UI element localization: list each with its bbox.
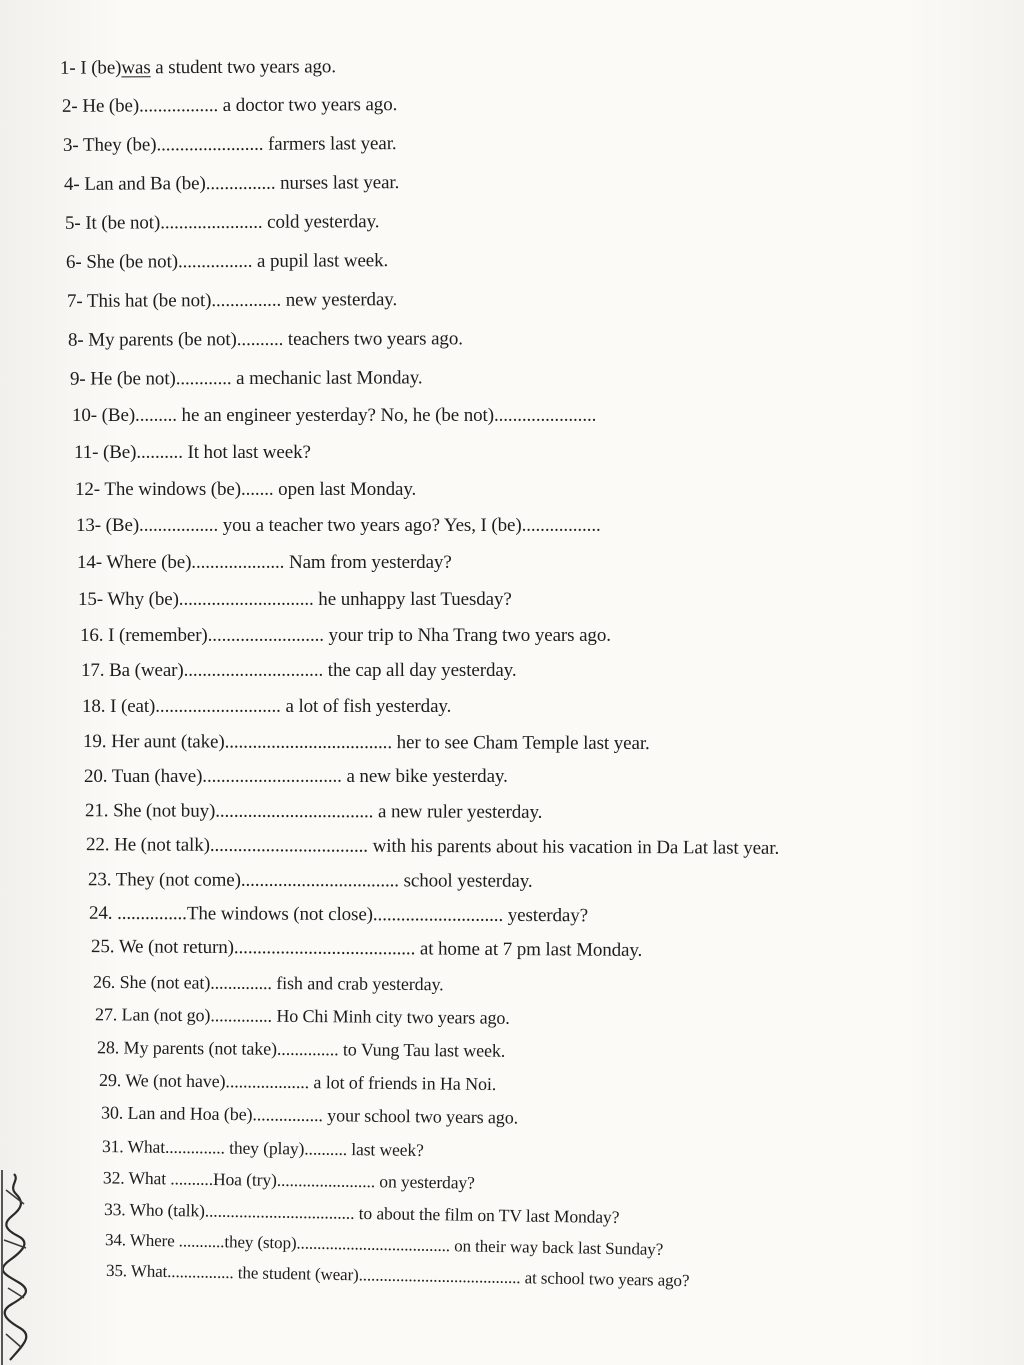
item-text: Why (be)............................. he unhappy last Tuesday? bbox=[103, 589, 512, 610]
item-text: My parents (not take).............. to Vung Tau last week. bbox=[119, 1037, 506, 1061]
exercise-line-25 bbox=[91, 935, 642, 963]
item-text: It (be not)...................... cold yesterday. bbox=[80, 211, 380, 234]
binding-edge-scribble bbox=[0, 1170, 34, 1365]
item-number: 32. bbox=[102, 1167, 125, 1188]
item-number: 22. bbox=[85, 834, 110, 856]
item-text: She (not buy).................................. a new ruler yesterday. bbox=[108, 800, 543, 823]
item-number: 10- bbox=[72, 405, 98, 426]
item-text: Lan and Ba (be)............... nurses last year. bbox=[79, 172, 400, 195]
exercise-line-8 bbox=[68, 327, 463, 352]
exercise-line-29 bbox=[99, 1068, 496, 1096]
exercise-line-31 bbox=[102, 1134, 424, 1162]
item-text: They (not come).................................. school yesterday. bbox=[111, 869, 533, 892]
item-number: 24. bbox=[88, 902, 113, 924]
item-number: 6- bbox=[65, 251, 82, 273]
item-text: What.............. they (play).......... last week? bbox=[123, 1136, 424, 1160]
item-number: 16. bbox=[80, 625, 104, 646]
item-text: What................ the student (wear)....................................... at school two years ago? bbox=[126, 1261, 690, 1291]
item-text: Ba (wear).............................. the cap all day yesterday. bbox=[104, 660, 517, 681]
exercise-line-35 bbox=[106, 1259, 690, 1293]
item-number: 5- bbox=[64, 212, 81, 234]
item-number: 3- bbox=[62, 134, 79, 156]
item-text: (Be)......... he an engineer yesterday? No, he (be not)...................... bbox=[97, 405, 597, 426]
item-number: 9- bbox=[69, 368, 86, 390]
exercise-line-26 bbox=[93, 970, 444, 996]
item-text-end: a student two years ago. bbox=[150, 56, 337, 79]
item-text: Where ...........they (stop)..................................... on their way back last Sunday? bbox=[125, 1230, 664, 1259]
item-number: 28. bbox=[96, 1037, 120, 1058]
exercise-line-3 bbox=[63, 132, 397, 158]
item-text: Lan (not go).............. Ho Chi Minh city two years ago. bbox=[117, 1004, 510, 1028]
exercise-line-17 bbox=[81, 659, 517, 683]
item-number: 4- bbox=[63, 173, 80, 195]
exercise-line-13 bbox=[76, 514, 601, 538]
exercise-line-33 bbox=[104, 1197, 620, 1229]
exercise-line-14 bbox=[77, 551, 452, 575]
item-text: ...............The windows (not close)............................ yesterday? bbox=[112, 902, 589, 927]
exercise-line-5 bbox=[65, 210, 380, 236]
item-number: 30. bbox=[100, 1102, 124, 1123]
exercise-line-2 bbox=[62, 93, 397, 119]
exercise-line-23 bbox=[88, 868, 533, 894]
item-number: 23. bbox=[87, 869, 112, 891]
item-number: 13- bbox=[76, 515, 102, 536]
item-number: 27. bbox=[94, 1004, 118, 1025]
item-number: 19. bbox=[82, 731, 107, 753]
exercise-line-21 bbox=[85, 799, 542, 825]
item-number: 11- bbox=[74, 442, 99, 463]
item-text: I (remember)......................... your trip to Nha Trang two years ago. bbox=[103, 625, 611, 646]
item-number: 34. bbox=[104, 1230, 127, 1250]
item-number: 14- bbox=[77, 552, 103, 573]
item-number: 33. bbox=[103, 1198, 126, 1220]
item-text: I (eat)........................... a lot of fish yesterday. bbox=[105, 696, 452, 717]
item-number: 12- bbox=[75, 479, 101, 500]
item-text: (Be)................. you a teacher two years ago? Yes, I (be)................. bbox=[101, 515, 601, 536]
item-number: 15- bbox=[78, 589, 104, 610]
item-text: Tuan (have).............................. a new bike yesterday. bbox=[107, 766, 508, 787]
item-number: 29. bbox=[98, 1069, 122, 1091]
item-number: 1- bbox=[59, 57, 76, 79]
exercise-line-1 bbox=[60, 55, 336, 80]
item-text: He (be not)............ a mechanic last Monday. bbox=[85, 367, 423, 390]
item-text: He (not talk).................................. with his parents about his vacation in Da Lat last year. bbox=[109, 834, 780, 859]
item-number: 21. bbox=[84, 800, 109, 822]
item-text: My parents (be not).......... teachers two years ago. bbox=[83, 328, 463, 351]
item-text: She (not eat).............. fish and crab yesterday. bbox=[115, 971, 444, 995]
item-text: I (be) bbox=[75, 57, 122, 79]
exercise-line-22 bbox=[86, 833, 779, 861]
item-text: What ..........Hoa (try)....................... on yesterday? bbox=[124, 1167, 475, 1193]
item-text: This hat (be not)............... new yesterday. bbox=[82, 289, 398, 312]
item-text: She (be not)................ a pupil last week. bbox=[81, 250, 389, 273]
exercise-line-20 bbox=[84, 765, 508, 789]
item-text: Where (be).................... Nam from yesterday? bbox=[102, 552, 452, 573]
item-number: 35. bbox=[105, 1260, 128, 1281]
item-number: 31. bbox=[101, 1136, 124, 1157]
filled-answer: was bbox=[121, 57, 151, 79]
exercise-line-7 bbox=[67, 288, 397, 314]
exercise-line-6 bbox=[66, 249, 388, 275]
exercise-line-27 bbox=[95, 1002, 510, 1030]
item-number: 17. bbox=[81, 660, 105, 681]
item-text: Who (talk)................................... to about the film on TV last Monday? bbox=[125, 1199, 620, 1228]
item-number: 26. bbox=[92, 971, 116, 992]
exercise-line-34 bbox=[105, 1228, 663, 1262]
item-text: (Be).......... It hot last week? bbox=[98, 442, 311, 463]
item-number: 8- bbox=[67, 329, 84, 351]
item-number: 25. bbox=[90, 936, 115, 958]
item-text: Lan and Hoa (be)................ your school two years ago. bbox=[123, 1102, 519, 1128]
exercise-line-28 bbox=[97, 1035, 505, 1063]
exercise-line-15 bbox=[78, 588, 512, 612]
exercise-line-30 bbox=[101, 1100, 518, 1129]
exercise-line-19 bbox=[83, 730, 650, 756]
exercise-line-10 bbox=[72, 404, 596, 428]
exercise-line-24 bbox=[89, 902, 588, 929]
item-text: He (be)................. a doctor two years ago. bbox=[77, 94, 398, 117]
exercise-line-32 bbox=[103, 1165, 475, 1194]
item-text: Her aunt (take).................................... her to see Cham Temple last year. bbox=[106, 731, 650, 754]
exercise-line-11 bbox=[74, 441, 311, 465]
item-text: We (not return)....................................... at home at 7 pm last Monday. bbox=[114, 936, 643, 961]
item-number: 20. bbox=[84, 766, 108, 787]
exercise-line-16 bbox=[80, 624, 611, 648]
exercise-line-12 bbox=[75, 478, 416, 502]
item-number: 7- bbox=[66, 290, 83, 312]
exercise-line-9 bbox=[70, 366, 423, 391]
item-number: 2- bbox=[61, 95, 78, 117]
exercise-line-4 bbox=[64, 171, 399, 197]
exercise-line-18 bbox=[82, 695, 451, 719]
item-text: The windows (be)....... open last Monday. bbox=[100, 479, 417, 500]
item-text: They (be)....................... farmers last year. bbox=[78, 133, 397, 156]
item-number: 18. bbox=[82, 696, 106, 717]
item-text: We (not have)................... a lot of friends in Ha Noi. bbox=[121, 1070, 497, 1095]
